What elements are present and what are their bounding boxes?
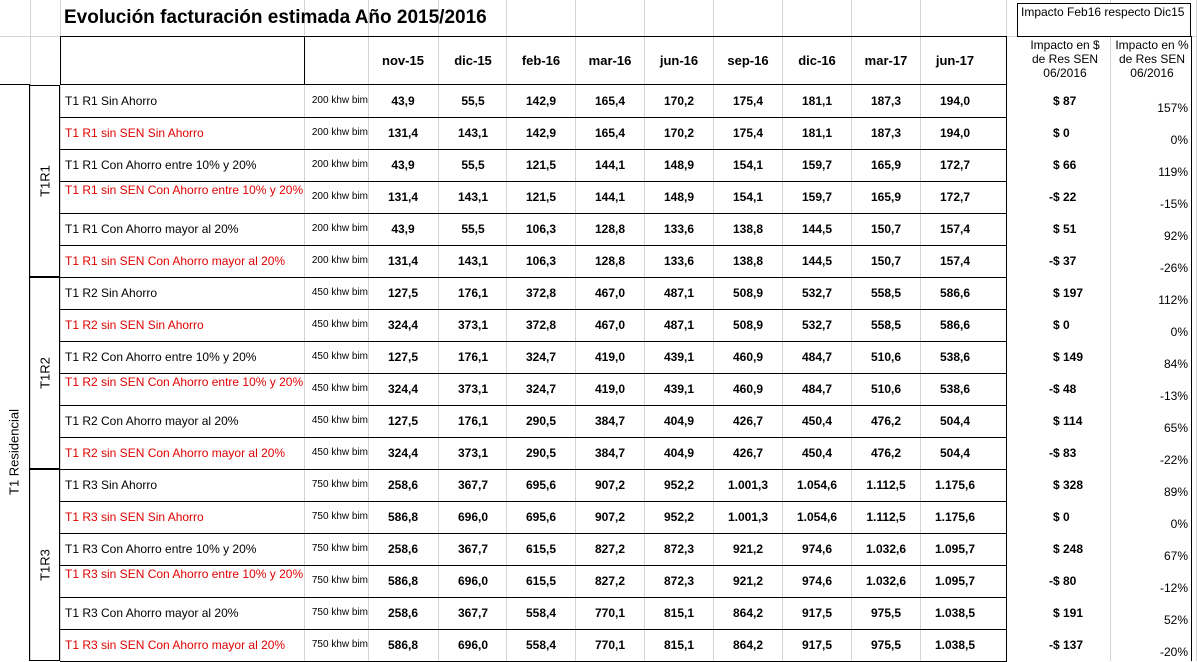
value-cell: 426,7	[732, 414, 764, 428]
row-label: T1 R1 Con Ahorro mayor al 20%	[65, 222, 239, 236]
value-cell: 131,4	[387, 190, 419, 204]
column-header: dic-16	[798, 53, 836, 68]
value-cell: 290,5	[525, 446, 557, 460]
value-cell: 1.095,7	[934, 574, 976, 588]
value-cell: 175,4	[732, 94, 764, 108]
row-label: T1 R2 Con Ahorro entre 10% y 20%	[65, 350, 257, 364]
value-cell: 159,7	[801, 158, 833, 172]
value-cell: 952,2	[663, 478, 695, 492]
row-label: T1 R3 Con Ahorro mayor al 20%	[65, 606, 239, 620]
value-cell: 258,6	[387, 478, 419, 492]
value-cell: 175,4	[732, 126, 764, 140]
row-label: T1 R1 Con Ahorro entre 10% y 20%	[65, 158, 257, 172]
value-cell: 952,2	[663, 510, 695, 524]
impact-abs-header: Impacto en $ de Res SEN 06/2016	[1030, 38, 1100, 80]
consumption-label: 200 khw bim	[311, 255, 368, 266]
impact-abs-cell: -$ 22	[1049, 190, 1077, 204]
impact-pct-cell: 52%	[1163, 613, 1188, 627]
row-label: T1 R2 Sin Ahorro	[65, 286, 158, 300]
value-cell: 586,8	[387, 638, 419, 652]
consumption-label: 750 khw bim	[311, 575, 368, 586]
impact-pct-cell: -15%	[1159, 197, 1188, 211]
impact-pct-cell: 119%	[1158, 165, 1188, 179]
column-header: sep-16	[727, 53, 769, 68]
value-cell: 165,4	[594, 126, 626, 140]
value-cell: 144,5	[801, 222, 833, 236]
value-cell: 907,2	[594, 510, 626, 524]
value-cell: 143,1	[457, 254, 489, 268]
value-cell: 176,1	[457, 286, 489, 300]
row-label: T1 R2 Con Ahorro mayor al 20%	[65, 414, 239, 428]
consumption-label: 450 khw bim	[311, 383, 368, 394]
row-label: T1 R1 sin SEN Sin Ahorro	[65, 126, 204, 140]
value-cell: 150,7	[870, 222, 902, 236]
value-cell: 1.001,3	[727, 510, 769, 524]
column-header: mar-16	[588, 53, 632, 68]
value-cell: 467,0	[594, 286, 626, 300]
value-cell: 1.175,6	[934, 478, 976, 492]
value-cell: 615,5	[525, 574, 557, 588]
value-cell: 121,5	[525, 158, 557, 172]
consumption-label: 200 khw bim	[311, 159, 368, 170]
value-cell: 384,7	[594, 414, 626, 428]
impact-abs-cell: $ 149	[1053, 350, 1084, 364]
impact-pct-cell: 84%	[1163, 357, 1188, 371]
row-label: T1 R2 sin SEN Sin Ahorro	[65, 318, 204, 332]
value-cell: 815,1	[663, 638, 695, 652]
value-cell: 181,1	[801, 94, 833, 108]
table-row	[60, 405, 1007, 438]
consumption-label: 450 khw bim	[311, 287, 368, 298]
value-cell: 138,8	[732, 254, 764, 268]
table-row	[60, 437, 1007, 470]
row-label: T1 R1 Sin Ahorro	[65, 94, 158, 108]
impact-pct-cell: 89%	[1163, 485, 1188, 499]
value-cell: 1.112,5	[866, 510, 906, 524]
value-cell: 476,2	[870, 446, 902, 460]
value-cell: 695,6	[525, 510, 557, 524]
impact-note-box[interactable]: Impacto Feb16 respecto Dic15	[1017, 3, 1191, 37]
value-cell: 142,9	[525, 94, 557, 108]
header-separator	[304, 36, 305, 85]
impact-pct-cell: 157%	[1157, 101, 1188, 115]
consumption-label: 750 khw bim	[311, 479, 368, 490]
value-cell: 586,6	[939, 286, 971, 300]
value-cell: 450,4	[801, 446, 833, 460]
value-cell: 170,2	[663, 126, 695, 140]
value-cell: 586,8	[387, 574, 419, 588]
value-cell: 1.054,6	[796, 478, 838, 492]
impact-abs-cell: $ 114	[1053, 414, 1083, 428]
impact-abs-cell: $ 51	[1053, 222, 1077, 236]
value-cell: 504,4	[939, 446, 971, 460]
consumption-label: 200 khw bim	[311, 191, 368, 202]
impact-pct-cell: 67%	[1163, 549, 1188, 563]
value-cell: 373,1	[457, 318, 489, 332]
value-cell: 138,8	[732, 222, 764, 236]
header-border	[60, 36, 1007, 85]
value-cell: 864,2	[732, 638, 764, 652]
consumption-label: 750 khw bim	[311, 511, 368, 522]
value-cell: 419,0	[594, 382, 626, 396]
value-cell: 1.175,6	[934, 510, 976, 524]
value-cell: 558,4	[525, 638, 557, 652]
row-label: T1 R2 sin SEN Con Ahorro entre 10% y 20%	[65, 375, 304, 389]
group-label: T1R1	[37, 165, 53, 197]
table-row	[60, 213, 1007, 246]
impact-abs-cell: $ 328	[1053, 478, 1084, 492]
value-cell: 157,4	[939, 254, 971, 268]
row-label: T1 R3 sin SEN Con Ahorro mayor al 20%	[65, 638, 286, 652]
value-cell: 258,6	[387, 542, 419, 556]
value-cell: 510,6	[870, 382, 902, 396]
impact-block-border	[1006, 36, 1192, 661]
value-cell: 127,5	[387, 350, 419, 364]
value-cell: 143,1	[457, 190, 489, 204]
value-cell: 460,9	[732, 382, 764, 396]
value-cell: 106,3	[525, 222, 557, 236]
value-cell: 439,1	[663, 350, 695, 364]
impact-pct-cell: 65%	[1163, 421, 1188, 435]
value-cell: 1.001,3	[727, 478, 769, 492]
value-cell: 373,1	[457, 446, 489, 460]
consumption-label: 200 khw bim	[311, 223, 368, 234]
impact-abs-cell: $ 248	[1053, 542, 1084, 556]
value-cell: 484,7	[801, 382, 833, 396]
impact-abs-cell: $ 0	[1053, 318, 1070, 332]
value-cell: 864,2	[732, 606, 764, 620]
consumption-label: 200 khw bim	[311, 127, 368, 138]
value-cell: 43,9	[391, 158, 415, 172]
value-cell: 484,7	[801, 350, 833, 364]
value-cell: 426,7	[732, 446, 764, 460]
impact-abs-cell: -$ 48	[1049, 382, 1077, 396]
value-cell: 258,6	[387, 606, 419, 620]
value-cell: 487,1	[663, 318, 695, 332]
value-cell: 770,1	[594, 638, 626, 652]
value-cell: 128,8	[594, 254, 626, 268]
value-cell: 1.038,5	[934, 606, 976, 620]
value-cell: 176,1	[457, 350, 489, 364]
value-cell: 55,5	[461, 94, 485, 108]
row-label: T1 R3 sin SEN Con Ahorro entre 10% y 20%	[65, 567, 304, 581]
value-cell: 43,9	[391, 94, 415, 108]
value-cell: 872,3	[663, 574, 695, 588]
value-cell: 815,1	[663, 606, 695, 620]
consumption-label: 450 khw bim	[311, 447, 368, 458]
value-cell: 538,6	[939, 350, 971, 364]
value-cell: 127,5	[387, 286, 419, 300]
value-cell: 144,1	[594, 190, 626, 204]
impact-pct-cell: 0%	[1170, 517, 1188, 531]
impact-abs-cell: $ 66	[1053, 158, 1077, 172]
value-cell: 372,8	[525, 286, 557, 300]
impact-pct-cell: 0%	[1170, 133, 1188, 147]
table-row	[60, 117, 1007, 150]
value-cell: 154,1	[732, 158, 764, 172]
impact-abs-cell: -$ 80	[1049, 574, 1077, 588]
value-cell: 917,5	[801, 638, 833, 652]
impact-abs-cell: $ 87	[1053, 94, 1077, 108]
table-row	[60, 469, 1007, 502]
row-label: T1 R1 sin SEN Con Ahorro entre 10% y 20%	[65, 183, 304, 197]
value-cell: 508,9	[732, 286, 764, 300]
impact-pct-cell: 92%	[1163, 229, 1188, 243]
impact-abs-cell: $ 0	[1053, 510, 1070, 524]
value-cell: 1.112,5	[866, 478, 906, 492]
value-cell: 324,4	[387, 446, 419, 460]
table-row	[60, 629, 1007, 662]
value-cell: 1.032,6	[865, 574, 907, 588]
group-label: T1R2	[37, 357, 53, 389]
value-cell: 974,6	[801, 574, 833, 588]
value-cell: 907,2	[594, 478, 626, 492]
impact-abs-cell: $ 191	[1053, 606, 1084, 620]
table-row	[60, 373, 1007, 406]
row-label: T1 R3 Con Ahorro entre 10% y 20%	[65, 542, 257, 556]
value-cell: 324,4	[387, 318, 419, 332]
value-cell: 586,6	[939, 318, 971, 332]
table-row	[60, 597, 1007, 630]
value-cell: 827,2	[594, 542, 626, 556]
value-cell: 290,5	[525, 414, 557, 428]
value-cell: 1.038,5	[934, 638, 976, 652]
value-cell: 154,1	[732, 190, 764, 204]
value-cell: 172,7	[939, 190, 971, 204]
value-cell: 532,7	[801, 318, 833, 332]
consumption-label: 750 khw bim	[311, 639, 368, 650]
impact-pct-cell: -12%	[1159, 581, 1188, 595]
row-label: T1 R3 sin SEN Sin Ahorro	[65, 510, 204, 524]
table-row	[60, 149, 1007, 182]
impact-abs-cell: -$ 37	[1049, 254, 1077, 268]
value-cell: 165,9	[870, 158, 902, 172]
consumption-label: 450 khw bim	[311, 319, 368, 330]
value-cell: 586,8	[387, 510, 419, 524]
value-cell: 695,6	[525, 478, 557, 492]
value-cell: 372,8	[525, 318, 557, 332]
value-cell: 144,5	[801, 254, 833, 268]
value-cell: 142,9	[525, 126, 557, 140]
value-cell: 187,3	[870, 126, 902, 140]
value-cell: 770,1	[594, 606, 626, 620]
value-cell: 404,9	[663, 446, 695, 460]
consumption-label: 450 khw bim	[311, 415, 368, 426]
value-cell: 975,5	[870, 638, 902, 652]
value-cell: 439,1	[663, 382, 695, 396]
row-label: T1 R2 sin SEN Con Ahorro mayor al 20%	[65, 446, 286, 460]
value-cell: 487,1	[663, 286, 695, 300]
value-cell: 367,7	[457, 542, 489, 556]
value-cell: 106,3	[525, 254, 557, 268]
value-cell: 148,9	[663, 158, 695, 172]
value-cell: 131,4	[387, 254, 419, 268]
value-cell: 558,4	[525, 606, 557, 620]
value-cell: 128,8	[594, 222, 626, 236]
consumption-label: 200 khw bim	[311, 95, 368, 106]
value-cell: 1.032,6	[865, 542, 907, 556]
value-cell: 121,5	[525, 190, 557, 204]
table-row	[60, 245, 1007, 278]
impact-abs-cell: -$ 137	[1049, 638, 1084, 652]
impact-pct-header: Impacto en % de Res SEN 06/2016	[1115, 38, 1189, 80]
value-cell: 181,1	[801, 126, 833, 140]
value-cell: 917,5	[801, 606, 833, 620]
value-cell: 133,6	[663, 254, 695, 268]
value-cell: 43,9	[391, 222, 415, 236]
value-cell: 133,6	[663, 222, 695, 236]
value-cell: 131,4	[387, 126, 419, 140]
outer-group-label: T1 Residencial	[6, 409, 22, 495]
table-row	[60, 533, 1007, 566]
row-label: T1 R1 sin SEN Con Ahorro mayor al 20%	[65, 254, 286, 268]
impact-pct-cell: -26%	[1159, 261, 1188, 275]
value-cell: 404,9	[663, 414, 695, 428]
value-cell: 367,7	[457, 606, 489, 620]
sheet-title: Evolución facturación estimada Año 2015/2016	[64, 7, 487, 28]
value-cell: 532,7	[801, 286, 833, 300]
value-cell: 176,1	[457, 414, 489, 428]
value-cell: 170,2	[663, 94, 695, 108]
table-row	[60, 277, 1007, 310]
group-label: T1R3	[37, 549, 53, 581]
column-header: feb-16	[521, 53, 561, 68]
table-row	[60, 85, 1007, 118]
value-cell: 150,7	[870, 254, 902, 268]
table-row	[60, 341, 1007, 374]
value-cell: 373,1	[457, 382, 489, 396]
value-cell: 384,7	[594, 446, 626, 460]
table-row	[60, 309, 1007, 342]
value-cell: 696,0	[457, 638, 489, 652]
value-cell: 872,3	[663, 542, 695, 556]
value-cell: 510,6	[870, 350, 902, 364]
column-header: nov-15	[382, 53, 424, 68]
column-header: mar-17	[864, 53, 908, 68]
impact-pct-cell: 0%	[1170, 325, 1188, 339]
value-cell: 921,2	[732, 574, 764, 588]
value-cell: 419,0	[594, 350, 626, 364]
value-cell: 1.054,6	[796, 510, 838, 524]
value-cell: 165,4	[594, 94, 626, 108]
value-cell: 921,2	[732, 542, 764, 556]
column-header: dic-15	[454, 53, 492, 68]
value-cell: 367,7	[457, 478, 489, 492]
value-cell: 324,7	[525, 382, 557, 396]
value-cell: 696,0	[457, 510, 489, 524]
column-header: jun-16	[659, 53, 699, 68]
value-cell: 159,7	[801, 190, 833, 204]
value-cell: 538,6	[939, 382, 971, 396]
impact-pct-cell: -20%	[1159, 645, 1188, 659]
value-cell: 558,5	[870, 286, 902, 300]
value-cell: 508,9	[732, 318, 764, 332]
value-cell: 460,9	[732, 350, 764, 364]
value-cell: 144,1	[594, 158, 626, 172]
value-cell: 615,5	[525, 542, 557, 556]
table-row	[60, 181, 1007, 214]
impact-abs-cell: -$ 83	[1049, 446, 1077, 460]
value-cell: 476,2	[870, 414, 902, 428]
impact-abs-cell: $ 197	[1053, 286, 1084, 300]
row-label: T1 R3 Sin Ahorro	[65, 478, 158, 492]
value-cell: 55,5	[461, 158, 485, 172]
value-cell: 187,3	[870, 94, 902, 108]
value-cell: 974,6	[801, 542, 833, 556]
value-cell: 324,4	[387, 382, 419, 396]
table-row	[60, 565, 1007, 598]
impact-pct-cell: -22%	[1159, 453, 1188, 467]
impact-pct-cell: 112%	[1158, 293, 1188, 307]
consumption-label: 750 khw bim	[311, 543, 368, 554]
value-cell: 172,7	[939, 158, 971, 172]
value-cell: 194,0	[939, 94, 971, 108]
value-cell: 148,9	[663, 190, 695, 204]
value-cell: 143,1	[457, 126, 489, 140]
value-cell: 504,4	[939, 414, 971, 428]
outer-left-border	[0, 84, 30, 661]
value-cell: 127,5	[387, 414, 419, 428]
value-cell: 1.095,7	[934, 542, 976, 556]
value-cell: 157,4	[939, 222, 971, 236]
value-cell: 467,0	[594, 318, 626, 332]
table-row	[60, 501, 1007, 534]
value-cell: 450,4	[801, 414, 833, 428]
value-cell: 558,5	[870, 318, 902, 332]
value-cell: 827,2	[594, 574, 626, 588]
consumption-label: 450 khw bim	[311, 351, 368, 362]
value-cell: 165,9	[870, 190, 902, 204]
impact-pct-cell: -13%	[1159, 389, 1188, 403]
value-cell: 55,5	[461, 222, 485, 236]
value-cell: 975,5	[870, 606, 902, 620]
value-cell: 194,0	[939, 126, 971, 140]
column-header: jun-17	[935, 53, 975, 68]
consumption-label: 750 khw bim	[311, 607, 368, 618]
value-cell: 324,7	[525, 350, 557, 364]
impact-abs-cell: $ 0	[1053, 126, 1070, 140]
value-cell: 696,0	[457, 574, 489, 588]
